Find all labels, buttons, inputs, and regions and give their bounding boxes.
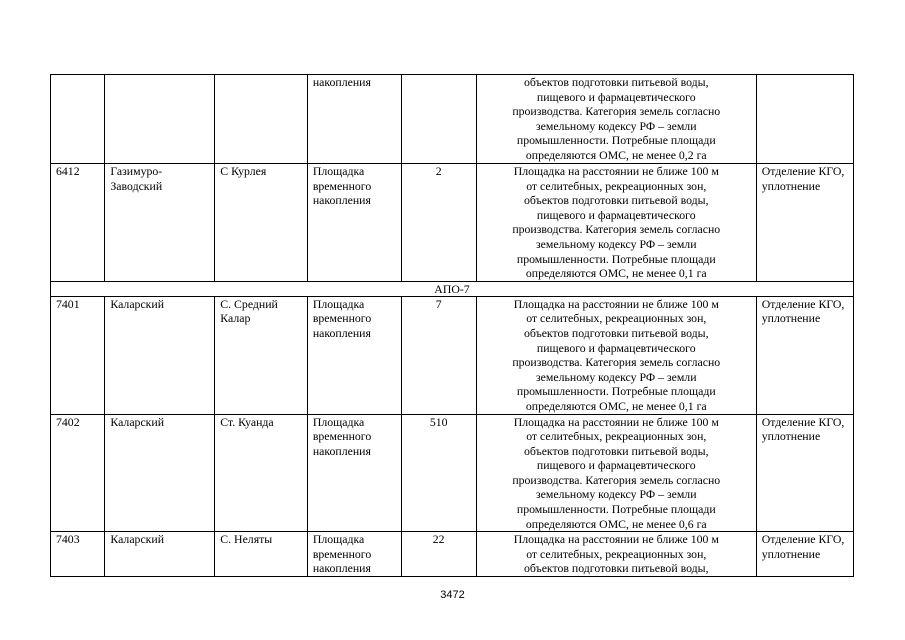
cell-code: 6412 xyxy=(51,164,105,282)
cell-district: Каларский xyxy=(105,414,215,532)
cell-code xyxy=(51,75,105,164)
cell-locality: С. Средний Калар xyxy=(215,296,308,414)
cell-district xyxy=(105,75,215,164)
cell-district: Каларский xyxy=(105,532,215,577)
table-row xyxy=(51,164,854,282)
cell-method xyxy=(756,75,853,164)
cell-district: Каларский xyxy=(105,296,215,414)
cell-requirements: Площадка на расстоянии не ближе 100 м от селитебных, рекреационных зон, объектов подготовки питьевой воды, пищевого и фармацевтического производства. Категория земель согласно земельному кодексу РФ – земли промышленности. Потребные площади определяются ОМС, не менее 0,1 га xyxy=(476,164,756,282)
cell-capacity: 510 xyxy=(401,414,476,532)
cell-method: Отделение КГО, уплотнение xyxy=(756,296,853,414)
cell-locality: Ст. Куанда xyxy=(215,414,308,532)
cell-method: Отделение КГО, уплотнение xyxy=(756,532,853,577)
cell-facility-type: накопления xyxy=(307,75,401,164)
facilities-table xyxy=(50,74,854,577)
cell-method: Отделение КГО, уплотнение xyxy=(756,414,853,532)
cell-code: 7401 xyxy=(51,296,105,414)
cell-locality xyxy=(215,75,308,164)
table-row xyxy=(51,532,854,577)
cell-facility-type: Площадка временного накопления xyxy=(307,296,401,414)
cell-code: 7403 xyxy=(51,532,105,577)
cell-locality: С Курлея xyxy=(215,164,308,282)
cell-facility-type: Площадка временного накопления xyxy=(307,532,401,577)
group-label: АПО-7 xyxy=(51,281,854,296)
cell-requirements: Площадка на расстоянии не ближе 100 м от селитебных, рекреационных зон, объектов подготовки питьевой воды, xyxy=(476,532,756,577)
table-body xyxy=(51,75,854,577)
cell-requirements: Площадка на расстоянии не ближе 100 м от селитебных, рекреационных зон, объектов подготовки питьевой воды, пищевого и фармацевтического производства. Категория земель согласно земельному кодексу РФ – земли промышленности. Потребные площади определяются ОМС, не менее 0,1 га xyxy=(476,296,756,414)
cell-code: 7402 xyxy=(51,414,105,532)
table-row xyxy=(51,296,854,414)
cell-capacity: 22 xyxy=(401,532,476,577)
cell-locality: С. Неляты xyxy=(215,532,308,577)
page-number: 3472 xyxy=(440,589,465,601)
cell-requirements: Площадка на расстоянии не ближе 100 м от селитебных, рекреационных зон, объектов подготовки питьевой воды, пищевого и фармацевтического производства. Категория земель согласно земельному кодексу РФ – земли промышленности. Потребные площади определяются ОМС, не менее 0,6 га xyxy=(476,414,756,532)
table-row xyxy=(51,75,854,164)
table-row xyxy=(51,414,854,532)
cell-capacity xyxy=(401,75,476,164)
cell-district: Газимуро- Заводский xyxy=(105,164,215,282)
cell-capacity: 7 xyxy=(401,296,476,414)
group-row xyxy=(51,281,854,296)
cell-requirements: объектов подготовки питьевой воды, пищевого и фармацевтического производства. Категория земель согласно земельному кодексу РФ – земли промышленности. Потребные площади определяются ОМС, не менее 0,2 га xyxy=(476,75,756,164)
cell-facility-type: Площадка временного накопления xyxy=(307,164,401,282)
cell-facility-type: Площадка временного накопления xyxy=(307,414,401,532)
cell-method: Отделение КГО, уплотнение xyxy=(756,164,853,282)
cell-capacity: 2 xyxy=(401,164,476,282)
